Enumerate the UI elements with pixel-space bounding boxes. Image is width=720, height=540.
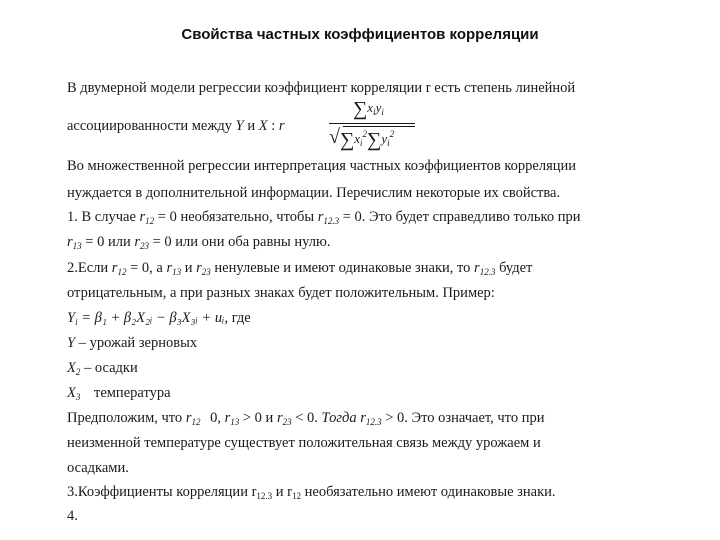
item1-line1: 1. В случае $r_{12} = 0$ необязательно, чтобы $r_{12.3} = 0$. Это будет справедливо только при bbox=[67, 209, 581, 226]
item4-line: 4. bbox=[67, 508, 78, 524]
paragraph2-line2: нуждается в дополнительной информации. Перечислим некоторые их свойства. bbox=[67, 185, 561, 201]
item1-line2: $r_{13} = 0$ или $r_{23} = 0$ или они оба равны нулю. bbox=[67, 234, 331, 251]
paragraph2-line1: Во множественной регрессии интерпретация частных коэффициентов корреляции bbox=[67, 158, 577, 174]
fraction-bar bbox=[329, 123, 415, 124]
definition-x2: $X_2$ – осадки bbox=[67, 360, 138, 377]
definition-x3: $X_3$ температура bbox=[67, 385, 171, 402]
correlation-formula bbox=[329, 98, 419, 158]
item2-line1: 2.Если $r_{12} = 0$, а $r_{13}$ и $r_{23}$ ненулевые и имеют одинаковые знаки, то $r_{12.3}$ будет bbox=[67, 260, 533, 277]
formula-denominator: $√\sum x_i^2\sum y_i^2$ bbox=[329, 126, 395, 151]
regression-equation: $Y_i = \beta_1$ + β₂X₂ᵢ − β₃X₃ᵢ + uᵢ, где bbox=[67, 310, 251, 327]
conclusion-line2: осадками. bbox=[67, 460, 129, 476]
definition-y: Y – урожай зерновых bbox=[67, 335, 198, 351]
assumption-line: Предположим, что $r_{12}$ 0, $r_{13} > 0$ и $r_{23} < 0$. Тогда $r_{12.3} > 0$. Это означает, что при bbox=[67, 410, 545, 427]
slide-content bbox=[67, 76, 647, 526]
formula-numerator: $\sum x_iy_i$ bbox=[353, 98, 384, 120]
item3-line: 3.Коэффициенты корреляции $r_{12.3}$ и $r_{12}$ необязательно имеют одинаковые знаки. bbox=[67, 484, 556, 501]
paragraph1-line1: В двумерной модели регрессии коэффициент корреляции r есть степень линейной bbox=[67, 80, 576, 96]
conclusion-line1: неизменной температуре существует положительная связь между урожаем и bbox=[67, 435, 541, 451]
slide-title: Свойства частных коэффициентов корреляции bbox=[181, 26, 539, 43]
paragraph1-line2: ассоциированности между Y и X : r bbox=[67, 118, 285, 134]
item2-line2: отрицательным, а при разных знаках будет положительным. Пример: bbox=[67, 285, 495, 301]
